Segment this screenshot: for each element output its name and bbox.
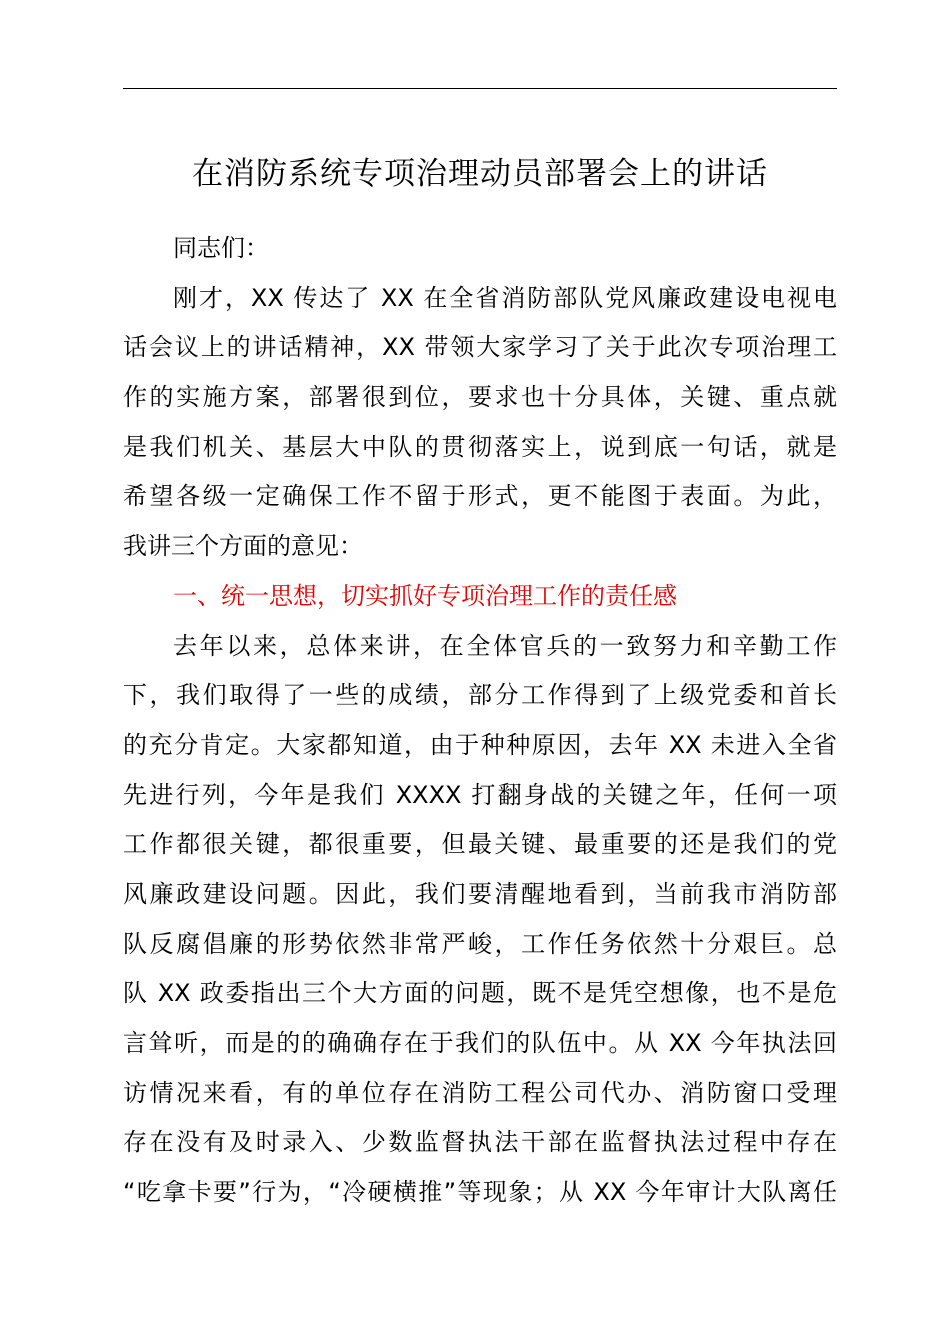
paragraph-line: 去年以来，总体来讲，在全体官兵的一致努力和辛勤工作	[173, 631, 837, 660]
document-body	[123, 224, 837, 1218]
paragraph-line: 的充分肯定。大家都知道，由于种种原因，去年 XX 未进入全省	[123, 730, 837, 759]
paragraph-line: 作的实施方案，部署很到位，要求也十分具体，关键、重点就	[123, 383, 837, 412]
paragraph-line: 话会议上的讲话精神，XX 带领大家学习了关于此次专项治理工	[123, 333, 837, 362]
paragraph-line: 队 XX 政委指出三个大方面的问题，既不是凭空想像，也不是危	[123, 979, 837, 1008]
document-title: 在消防系统专项治理动员部署会上的讲话	[192, 156, 768, 192]
paragraph-line: 希望各级一定确保工作不留于形式，更不能图于表面。为此，	[123, 482, 837, 511]
paragraph-line: 我讲三个方面的意见：	[123, 532, 363, 561]
paragraph-line: 风廉政建设问题。因此，我们要清醒地看到，当前我市消防部	[123, 879, 837, 908]
paragraph-line: 刚才，XX 传达了 XX 在全省消防部队党风廉政建设电视电	[173, 283, 837, 312]
paragraph-line: 访情况来看，有的单位存在消防工程公司代办、消防窗口受理	[123, 1078, 837, 1107]
paragraph-line: 队反腐倡廉的形势依然非常严峻，工作任务依然十分艰巨。总	[123, 929, 837, 958]
paragraph-line: 工作都很关键，都很重要，但最关键、最重要的还是我们的党	[123, 830, 837, 859]
paragraph-line: 存在没有及时录入、少数监督执法干部在监督执法过程中存在	[123, 1128, 837, 1157]
paragraph-line: 是我们机关、基层大中队的贯彻落实上，说到底一句话，就是	[123, 432, 837, 461]
salutation: 同志们：	[173, 234, 269, 262]
paragraph-line: 先进行列，今年是我们 XXXX 打翻身战的关键之年，任何一项	[123, 780, 837, 809]
paragraph-line: “吃拿卡要”行为，“冷硬横推”等现象；从 XX 今年审计大队离任	[123, 1178, 837, 1207]
paragraph-line: 言耸听，而是的的确确存在于我们的队伍中。从 XX 今年执法回	[123, 1029, 837, 1057]
header-rule	[123, 88, 837, 89]
paragraph-line: 下，我们取得了一些的成绩，部分工作得到了上级党委和首长	[123, 681, 837, 710]
section-heading: 一、统一思想，切实抓好专项治理工作的责任感	[173, 581, 677, 610]
